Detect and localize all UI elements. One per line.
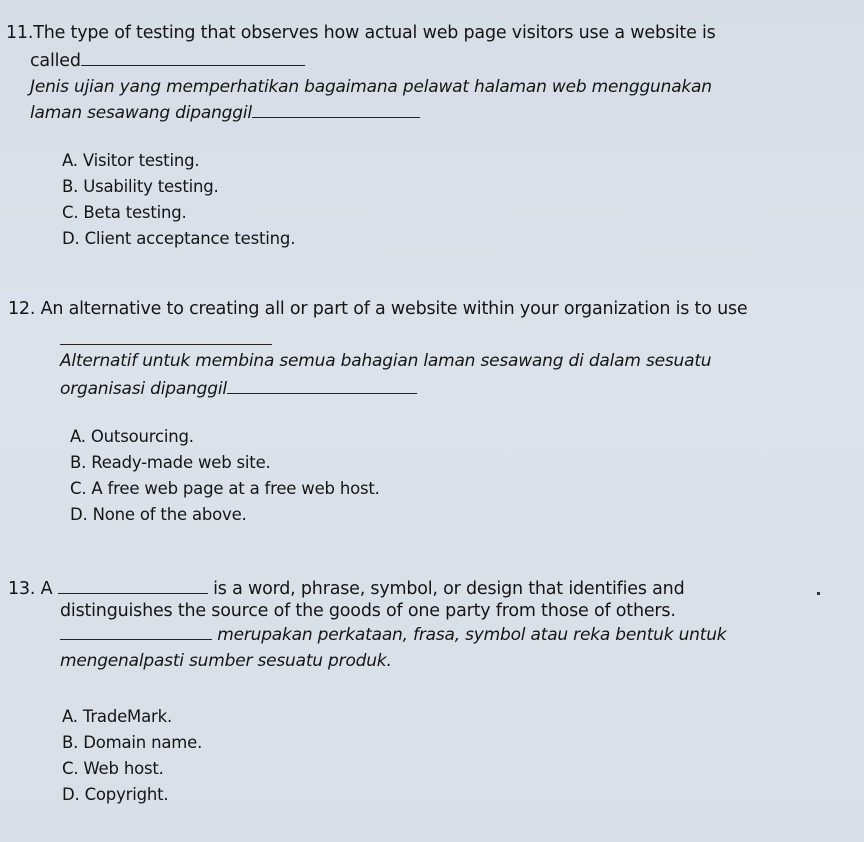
q12-text-line1: 12. An alternative to creating all or part of a website within your organization is to use [8,299,748,319]
q13-option-d: D. Copyright. [62,785,169,804]
q13-translation-line1 [60,624,726,646]
q12-option-c: C. A free web page at a free web host. [70,479,380,498]
q13-option-c: C. Web host. [62,759,164,778]
q11-option-b: B. Usability testing. [62,177,219,196]
q13-prefix: 13. A [8,579,53,599]
q11-translation-line1: Jenis ujian yang memperhatikan bagaimana pelawat halaman web menggunakan [30,77,712,97]
q11-option-a: A. Visitor testing. [62,151,200,170]
q12-translation-line1: Alternatif untuk membina semua bahagian laman sesawang di dalam sesuatu [60,351,712,371]
stray-mark [817,592,820,595]
q13-option-a: A. TradeMark. [62,707,172,726]
q12-option-d: D. None of the above. [70,505,247,524]
q13-text-rest: is a word, phrase, symbol, or design that identifies and [213,579,685,599]
q11-answer-blank [81,51,305,66]
q12-option-b: B. Ready-made web site. [70,453,271,472]
q12-answer-blank [60,330,272,345]
q11-option-c: C. Beta testing. [62,203,187,222]
q11-translation-blank [252,103,420,118]
q13-translation-blank [60,625,212,640]
q11-option-d: D. Client acceptance testing. [62,229,296,248]
q13-text-line2: distinguishes the source of the goods of one party from those of others. [60,601,676,621]
q12-option-a: A. Outsourcing. [70,427,194,446]
q13-text-line1 [8,578,684,600]
q13-option-b: B. Domain name. [62,733,203,752]
q11-called-text: called [30,51,81,71]
q13-answer-blank [58,579,208,594]
q11-translation-text2: laman sesawang dipanggil [30,103,252,123]
q13-translation-rest: merupakan perkataan, frasa, symbol atau reka bentuk untuk [217,625,727,645]
q12-translation-text2: organisasi dipanggil [60,379,227,399]
q11-translation-line2 [30,102,420,124]
q11-text-line2 [30,50,305,72]
q11-text-line1: 11.The type of testing that observes how actual web page visitors use a website is [6,23,716,43]
q12-translation-blank [227,379,417,394]
q12-translation-line2 [60,378,417,400]
q13-translation-line2: mengenalpasti sumber sesuatu produk. [60,651,392,671]
